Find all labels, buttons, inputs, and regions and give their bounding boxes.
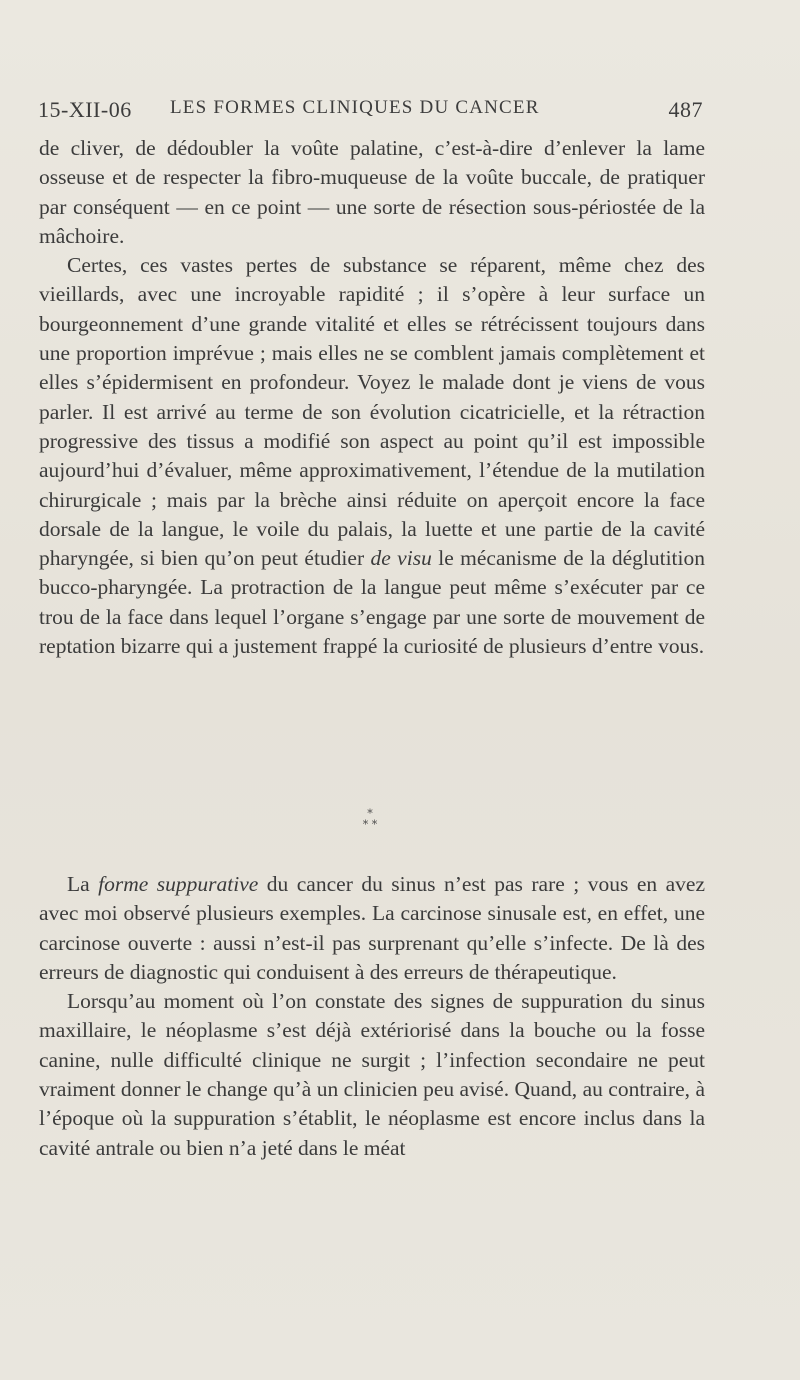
date-folio: 15-XII-06 [38, 97, 132, 122]
text-block-upper [39, 134, 705, 661]
italic-phrase: de visu [370, 546, 432, 571]
paragraph-text: Certes, ces vastes pertes de substance se réparent, même chez des vieillards, avec une incroyable rapidité ; il s’opère à leur surface un bourgeonnement d’une grande vitalité et elles se rétrécissent toujours dans une proportion imprévue ; mais elles ne se comblent jamais complètement et elles s’épidermisent en profondeur. Voyez le malade dont je viens de vous parler. Il est arrivé au terme de son évolution cicatricielle, et la rétraction progressive des tissus a modifié son aspect au point qu’il est impossible aujourd’hui d’évaluer, même approximativement, l’étendue de la mutilation chirurgicale ; mais par la brèche ainsi réduite on aperçoit encore la face dorsale de la langue, le voile du palais, la luette et une partie de la cavité pharyngée, si bien qu’on peut étudier [39, 253, 705, 571]
paragraph-text: le mécanisme de la déglutition bucco-pharyngée. La protraction de la langue peut même s’exécuter par ce trou de la face dans lequel l’organe s’engage par une sorte de mouvement de reptation bizarre qui a justement frappé la curiosité de plusieurs d’entre vous. [39, 546, 705, 659]
running-title: LES FORMES CLINIQUES DU CANCER [170, 97, 540, 118]
paragraph-text: La [67, 872, 99, 896]
paragraph-continuation: de cliver, de dédoubler la voûte palatine, c’est-à-dire d’enlever la lame osseuse et de respecter la fibro-muqueuse de la voûte buccale, de pratiquer par conséquent — en ce point — une sorte de résection sous-périostée de la mâchoire. [39, 136, 705, 248]
paragraph-text: du cancer du sinus n’est pas rare ; vous en avez avec moi observé plusieurs exemples. La carcinose sinusale est, en effet, une carcinose ouverte : aussi n’est-il pas surprenant qu’elle s’infecte. De là des erreurs de diagnostic qui conduisent à des erreurs de thérapeutique. [39, 872, 705, 984]
text-block-lower [39, 870, 705, 1163]
asterism-bottom: * * [362, 818, 378, 831]
section-asterism [340, 808, 400, 830]
paragraph-lorsqu: Lorsqu’au moment où l’on constate des signes de suppuration du sinus maxillaire, le néoplasme s’est déjà extériorisé dans la bouche ou la fosse canine, nulle difficulté clinique ne surgit ; l’infection secondaire ne peut vraiment donner le change qu’à un clinicien peu avisé. Quand, au contraire, à l’époque où la suppuration s’établit, le néoplasme est encore inclus dans la cavité antrale ou bien n’a jeté dans le méat [39, 989, 705, 1160]
paragraph-forme-suppurative [39, 870, 705, 987]
paragraph-certes [39, 251, 705, 661]
running-header [38, 97, 703, 127]
page-number: 487 [668, 97, 703, 122]
asterism-top: * [367, 807, 373, 820]
italic-phrase: forme suppurative [98, 872, 259, 896]
